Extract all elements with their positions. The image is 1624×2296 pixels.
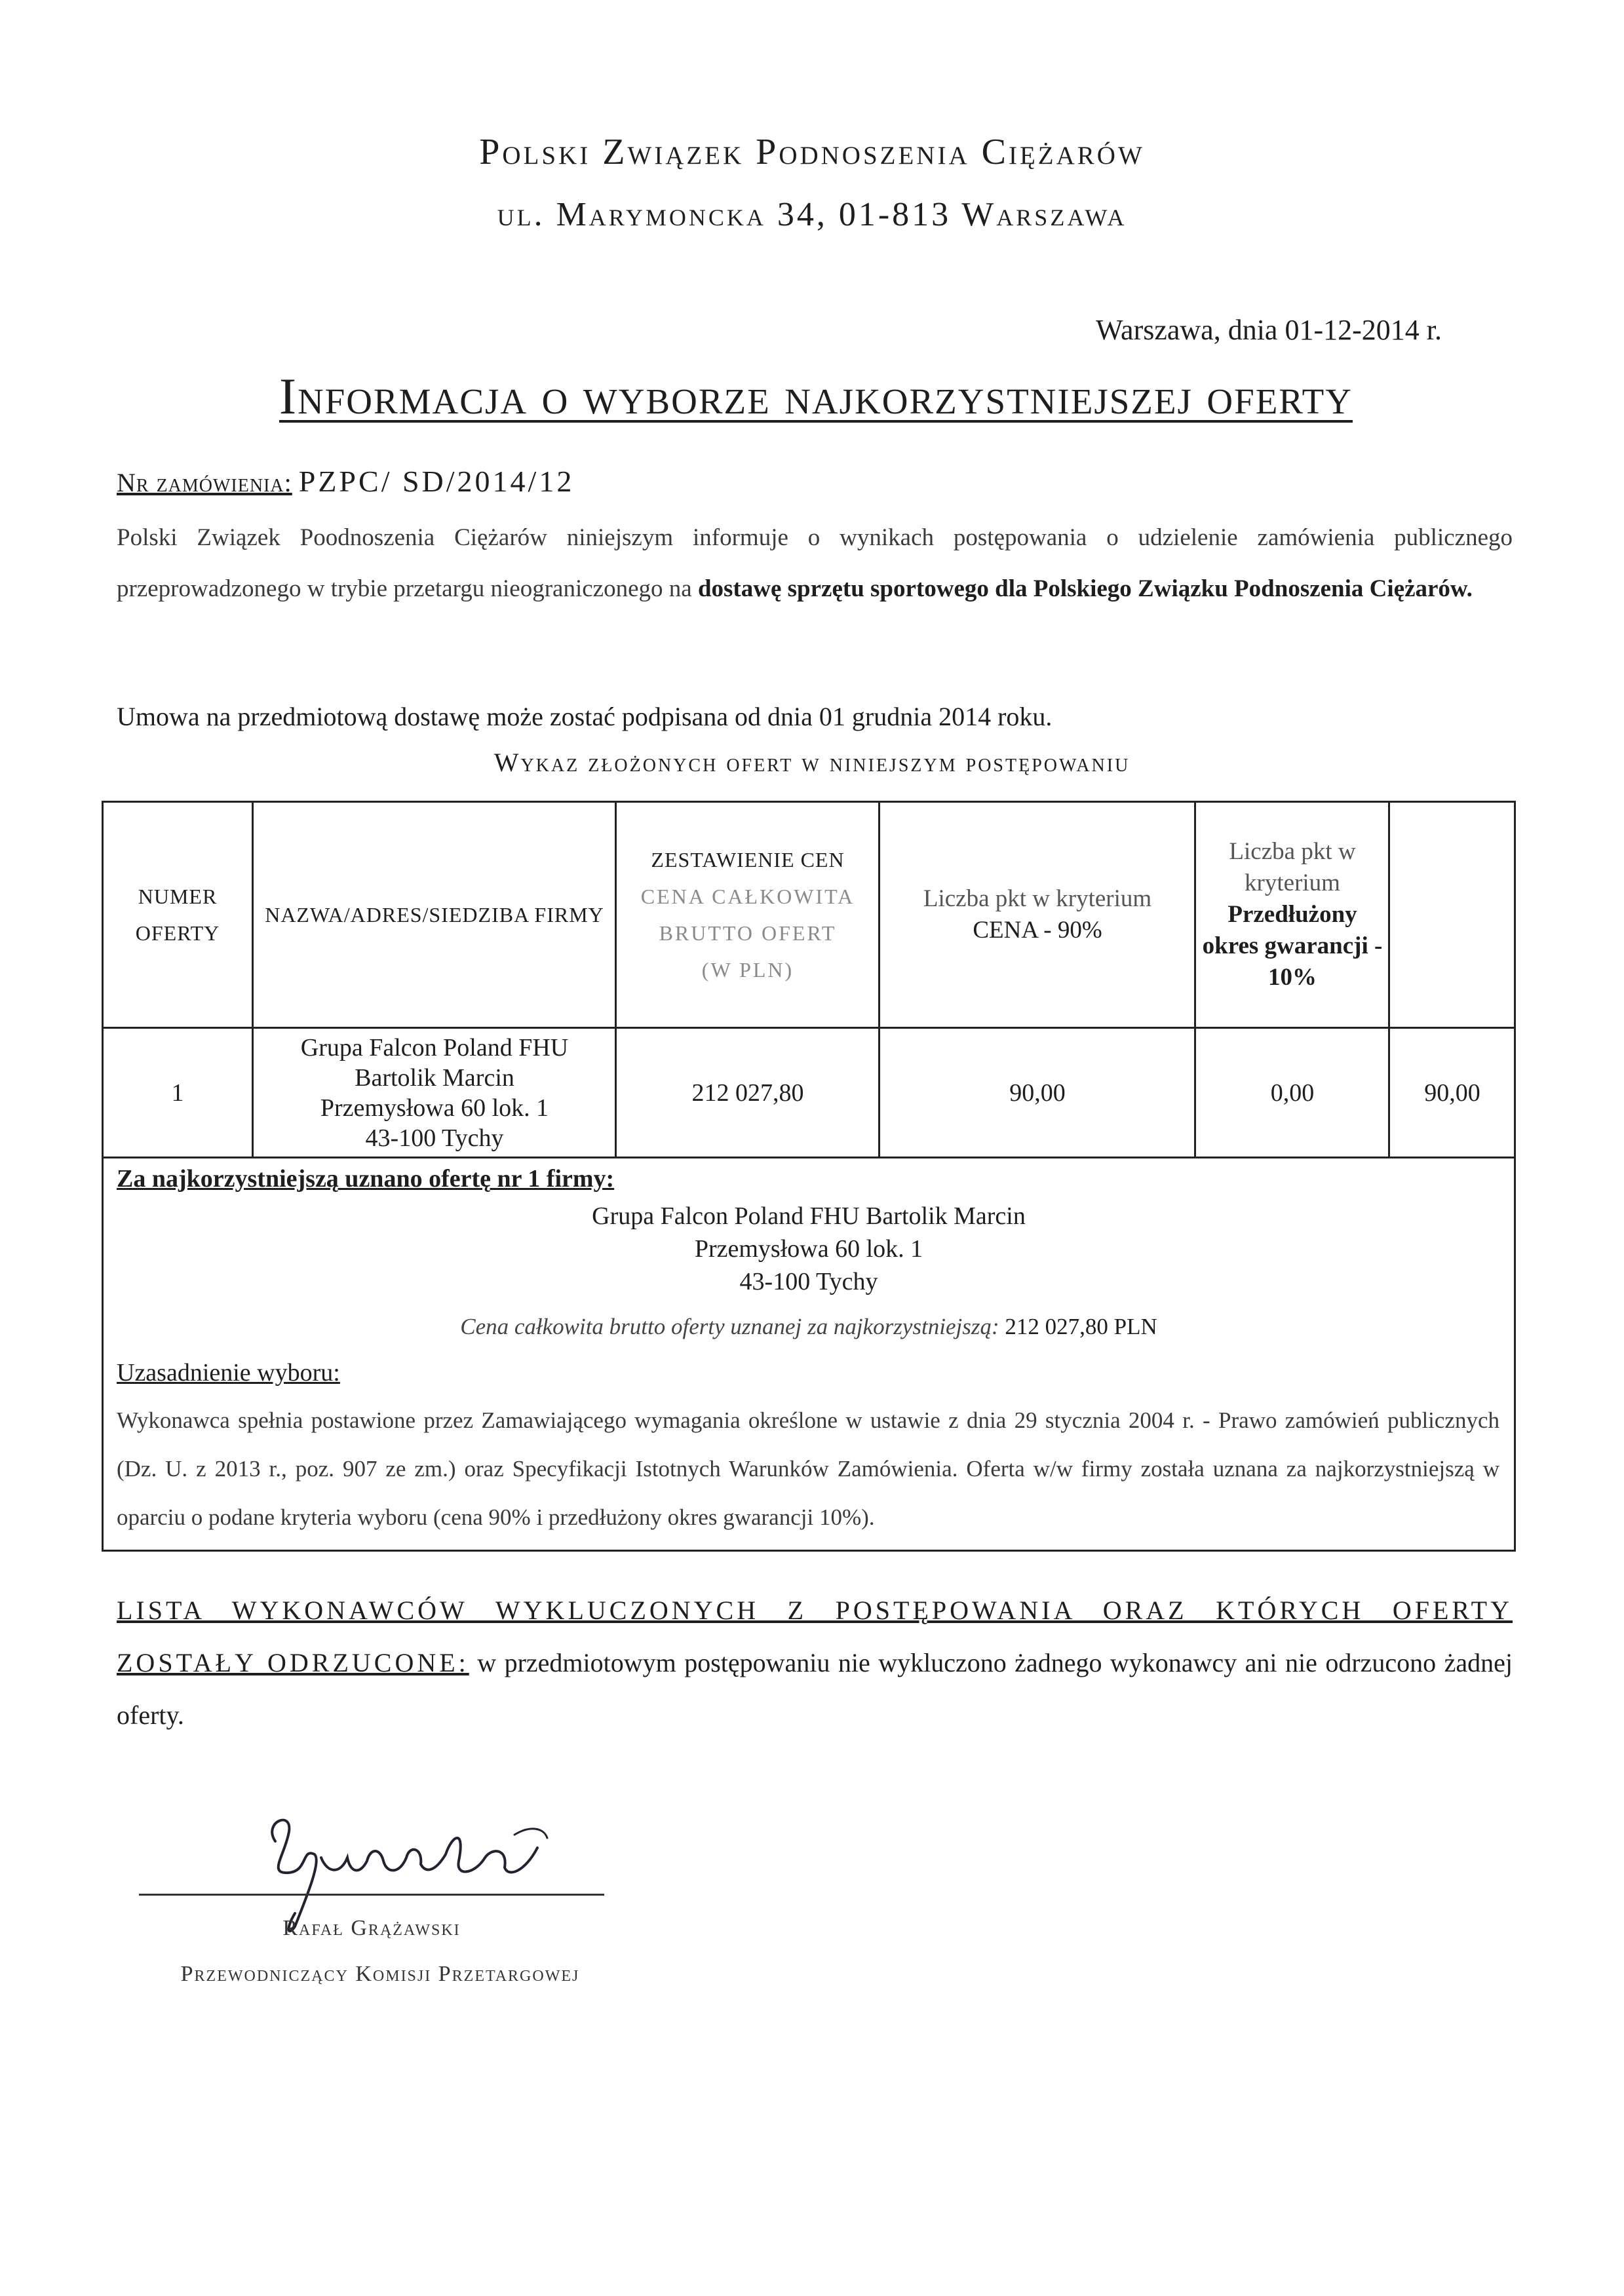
header-price-summary	[617, 803, 878, 1027]
winner-line: 43-100 Tychy	[739, 1268, 878, 1295]
intro-paragraph	[117, 512, 1513, 615]
header-warranty-points-criterion: Przedłużony okres gwarancji - 10%	[1202, 901, 1383, 991]
document-date: Warszawa, dnia 01-12-2014 r.	[1096, 314, 1442, 346]
header-offer-number: NUMER OFERTY	[135, 885, 220, 945]
offers-table	[102, 801, 1516, 1552]
row-firm-line: 43-100 Tychy	[365, 1124, 504, 1152]
header-price-points	[881, 803, 1194, 1027]
row-warranty-points: 0,00	[1270, 1079, 1315, 1107]
header-price-summary-title: ZESTAWIENIE CEN	[651, 848, 845, 871]
winner-details	[104, 1200, 1514, 1298]
row-firm-line: Grupa Falcon Poland FHU	[300, 1033, 569, 1062]
excluded-contractors-label: LISTA WYKONAWCÓW WYKLUCZONYCH Z POSTĘPOWANIA ORAZ KTÓRYCH OFERTY ZOSTAŁY ODRZUCONE:	[117, 1596, 1513, 1677]
signer-title: Przewodniczący Komisji Przetargowej	[180, 1962, 580, 1986]
intro-text: Polski Związek Poodnoszenia Ciężarów niniejszym informuje o wynikach postępowania o udzielenie zamówienia publicznego przeprowadzonego w trybie przetargu nieograniczonego na	[117, 524, 1513, 602]
row-firm	[254, 1029, 615, 1157]
winner-price-value: 212 027,80 PLN	[1005, 1314, 1157, 1339]
order-number-line	[117, 464, 574, 499]
document-title: Informacja o wyborze najkorzystniejszej oferty	[279, 368, 1353, 425]
row-firm-line: Przemysłowa 60 lok. 1	[320, 1094, 549, 1122]
intro-subject: dostawę sprzętu sportowego dla Polskiego Związku Podnoszenia Ciężarów.	[697, 575, 1473, 602]
offers-list-heading: Wykaz złożonych ofert w niniejszym postępowaniu	[493, 748, 1131, 777]
header-warranty-points-label: Liczba pkt w kryterium	[1229, 838, 1356, 896]
signature-line	[139, 1894, 604, 1896]
header-firm-name: NAZWA/ADRES/SIEDZIBA FIRMY	[265, 903, 604, 927]
header-price-summary-unit: (W PLN)	[701, 958, 794, 982]
organization-address: ul. Marymoncka 34, 01-813 Warszawa	[497, 196, 1127, 233]
row-total-points: 90,00	[1424, 1079, 1480, 1107]
justification-text: Wykonawca spełnia postawione przez Zamawiającego wymagania określone w ustawie z dnia 29 stycznia 2004 r. - Prawo zamówień publicznych (Dz. U. z 2013 r., poz. 907 ze zm.) oraz Specyfikacji Istotnych Warunków Zamówienia. Oferta w/w firmy została uznana za najkorzystniejszą w oparciu o podane kryteria wyboru (cena 90% i przedłużony okres gwarancji 10%).	[117, 1407, 1499, 1530]
header-price-points-label: Liczba pkt w kryterium	[923, 885, 1152, 912]
header-price-points-criterion: CENA - 90%	[973, 917, 1102, 944]
justification-label: Uzasadnienie wyboru:	[117, 1359, 340, 1387]
header-warranty-points	[1197, 803, 1388, 1027]
organization-name: Polski Związek Podnoszenia Ciężarów	[479, 132, 1145, 172]
row-offer-number: 1	[171, 1079, 184, 1107]
excluded-contractors-paragraph	[117, 1584, 1513, 1742]
winner-line: Przemysłowa 60 lok. 1	[694, 1235, 923, 1263]
signer-name: Rafał Grążawski	[282, 1916, 461, 1940]
row-price-points: 90,00	[1009, 1079, 1066, 1107]
header-price-summary-sub: CENA CAŁKOWITA BRUTTO OFERT	[640, 885, 855, 945]
contract-date-line: Umowa na przedmiotową dostawę może zostać podpisana od dnia 01 grudnia 2014 roku.	[117, 702, 1053, 731]
order-number-label: Nr zamówienia:	[117, 468, 292, 497]
row-price: 212 027,80	[691, 1079, 804, 1107]
order-number-value: PZPC/ SD/2014/12	[298, 465, 575, 498]
winner-label: Za najkorzystniejszą uznano ofertę nr 1 firmy:	[117, 1165, 615, 1193]
winner-price-label: Cena całkowita brutto oferty uznanej za najkorzystniejszą:	[460, 1314, 999, 1339]
winner-price-line	[104, 1314, 1514, 1340]
row-firm-line: Bartolik Marcin	[355, 1063, 514, 1092]
excluded-contractors-text: w przedmiotowym postępowaniu nie wykluczono żadnego wykonawcy ani nie odrzucono żadnej oferty.	[117, 1648, 1513, 1730]
winner-line: Grupa Falcon Poland FHU Bartolik Marcin	[592, 1202, 1026, 1230]
